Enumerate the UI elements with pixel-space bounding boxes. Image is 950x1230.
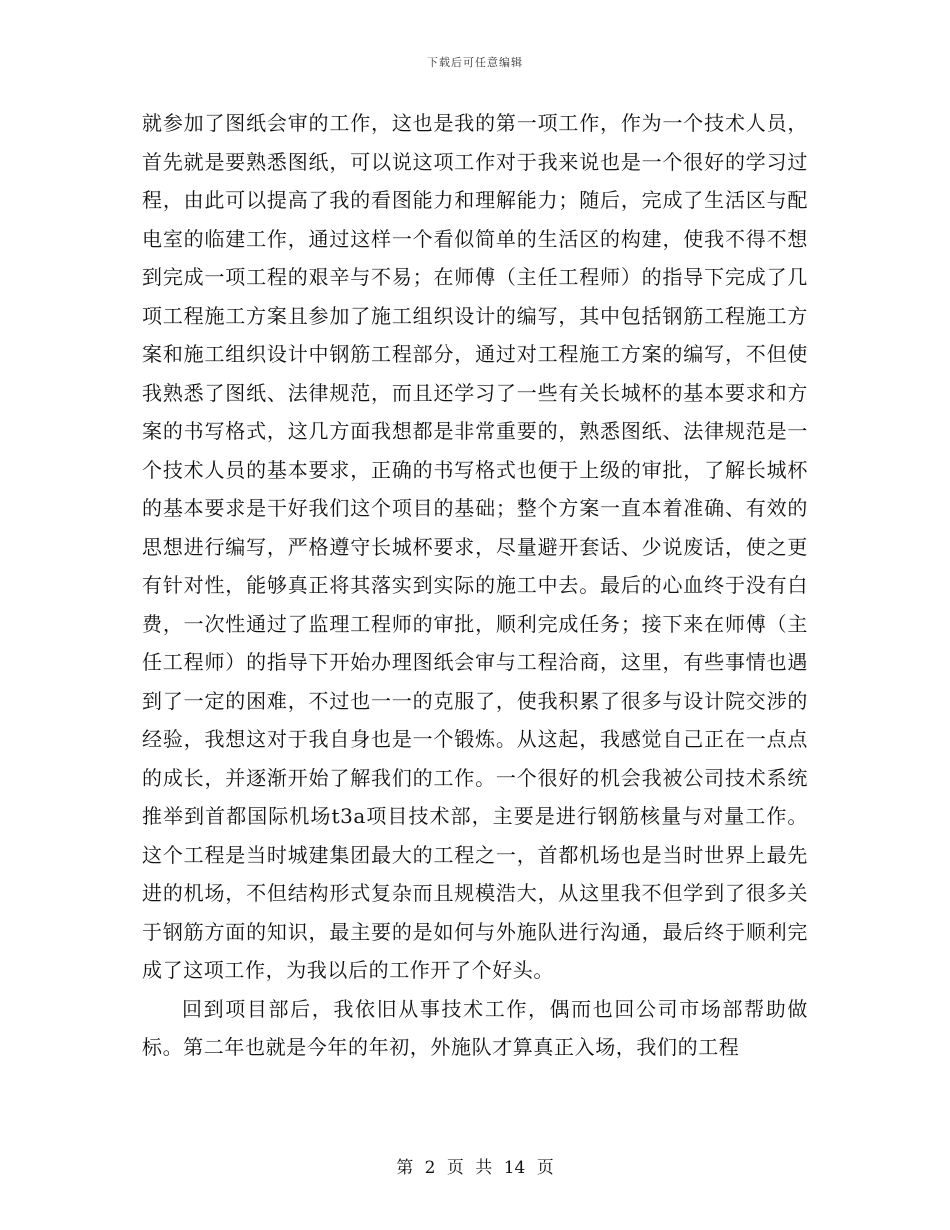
- page-footer: 第 2 页 共 14 页: [396, 1158, 554, 1178]
- paragraph-1: 就参加了图纸会审的工作，这也是我的第一项工作，作为一个技术人员，首先就是要熟悉图纸，可以说这项工作对于我来说也是一个很好的学习过程，由此可以提高了我的看图能力和理解能力；随后，完成了生活区与配电室的临建工作，通过这样一个看似简单的生活区的构建，使我不得不想到完成一项工程的艰辛与不易；在师傅（主任工程师）的指导下完成了几项工程施工方案且参加了施工组织设计的编写，其中包括钢筋工程施工方案和施工组织设计中钢筋工程部分，通过对工程施工方案的编写，不但使我熟悉了图纸、法律规范，而且还学习了一些有关长城杯的基本要求和方案的书写格式，这几方面我想都是非常重要的，熟悉图纸、法律规范是一个技术人员的基本要求，正确的书写格式也便于上级的审批，了解长城杯的基本要求是干好我们这个项目的基础；整个方案一直本着准确、有效的思想进行编写，严格遵守长城杯要求，尽量避开套话、少说废话，使之更有针对性，能够真正将其落实到实际的施工中去。最后的心血终于没有白费，一次性通过了监理工程师的审批，顺利完成任务；接下来在师傅（主任工程师）的指导下开始办理图纸会审与工程洽商，这里，有些事情也遇到了一定的困难，不过也一一的克服了，使我积累了很多与设计院交涉的经验，我想这对于我自身也是一个锻炼。从这起，我感觉自己正在一点点的成长，并逐渐开始了解我们的工作。一个很好的机会我被公司技术系统推举到首都国际机场t3a项目技术部，主要是进行钢筋核量与对量工作。这个工程是当时城建集团最大的工程之一，首都机场也是当时世界上最先进的机场，不但结构形式复杂而且规模浩大，从这里我不但学到了很多关于钢筋方面的知识，最主要的是如何与外施队进行沟通，最后终于顺利完成了这项工作，为我以后的工作开了个好头。: [142, 111, 808, 982]
- document-body: [142, 104, 808, 1067]
- page-header: 下载后可任意编辑: [427, 56, 523, 69]
- paragraph-2: 回到项目部后，我依旧从事技术工作，偶而也回公司市场部帮助做标。第二年也就是今年的年初，外施队才算真正入场，我们的工程: [142, 996, 808, 1059]
